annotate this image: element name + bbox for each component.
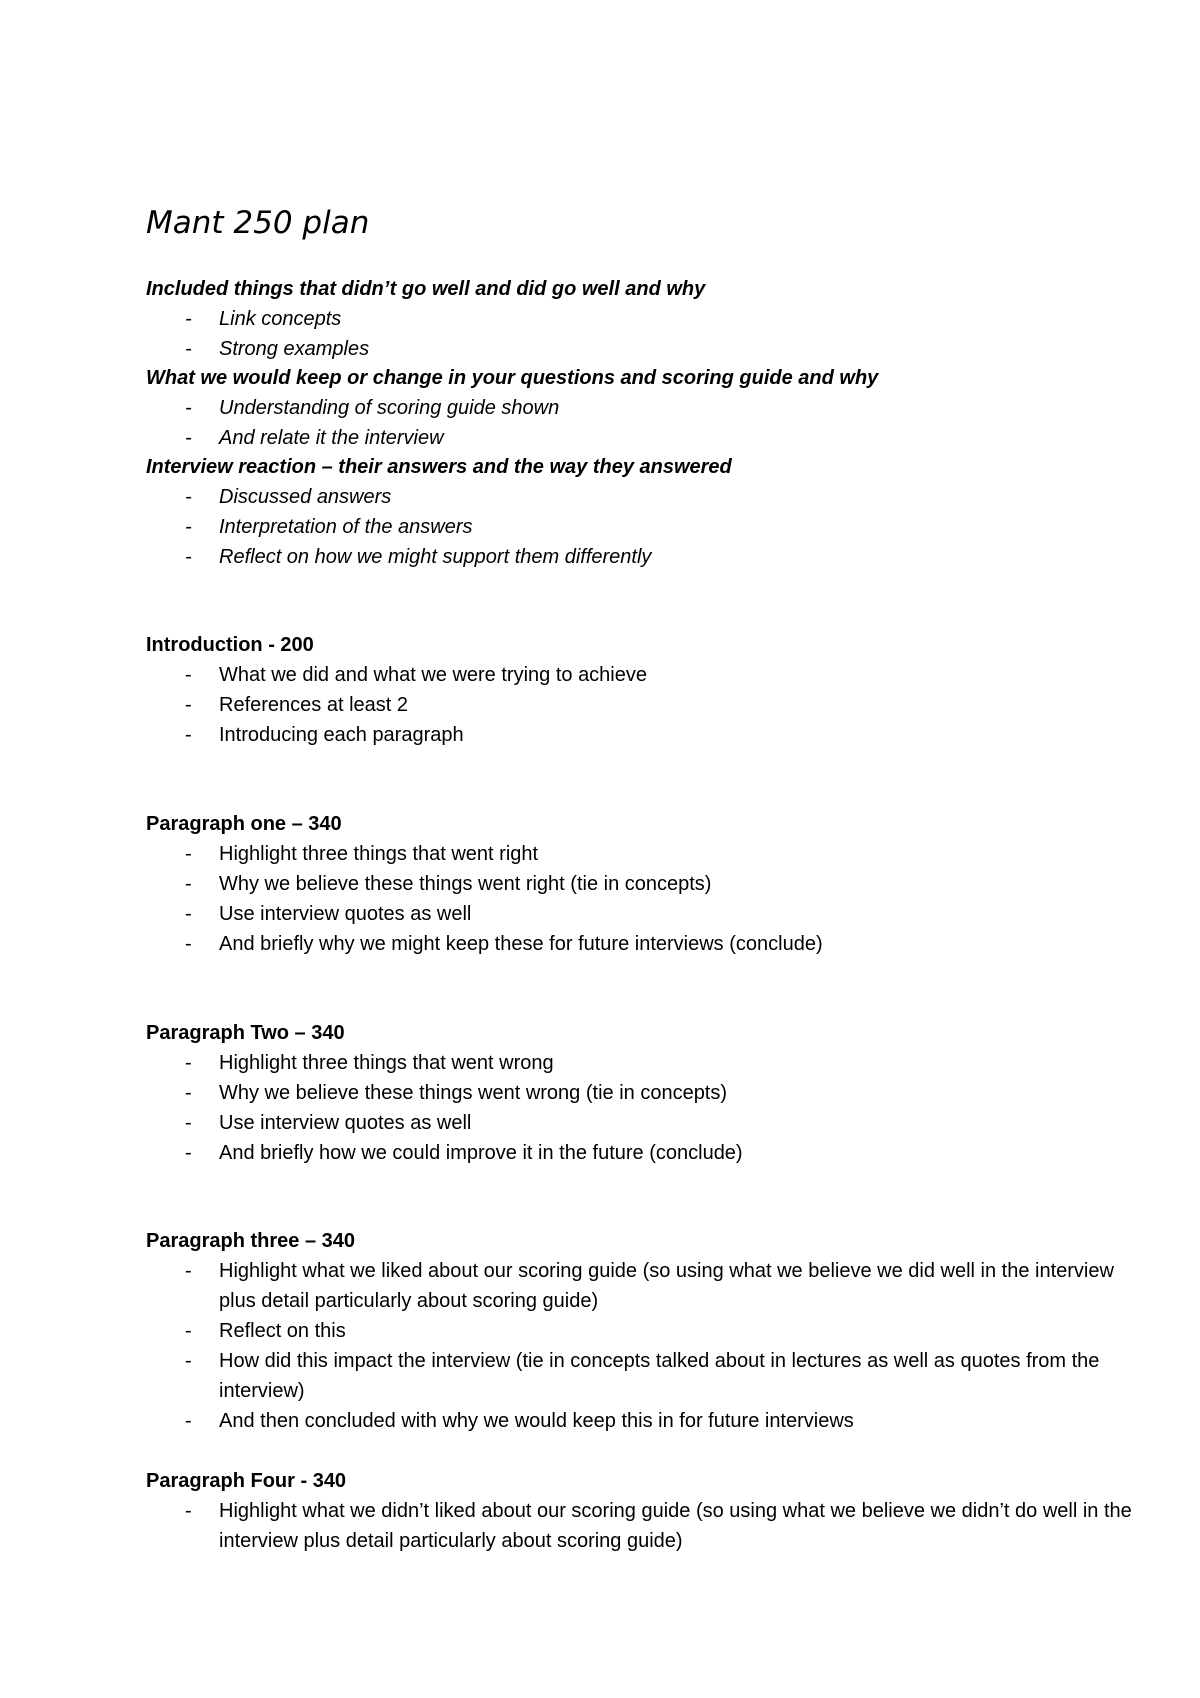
dash-bullet: - [185,1082,192,1104]
dash-bullet: - [185,843,192,865]
list-item-text: And briefly why we might keep these for future interviews (conclude) [219,933,823,955]
dash-bullet: - [185,694,192,716]
list-item-text: What we did and what we were trying to achieve [219,664,647,686]
dash-bullet: - [185,546,192,568]
list-item-text: Interpretation of the answers [219,516,473,538]
list-item-text: Reflect on how we might support them differently [219,546,652,568]
dash-bullet: - [185,516,192,538]
list-item-text: Highlight three things that went right [219,843,539,865]
list-item [146,393,1146,423]
section-heading: Introduction - 200 [146,634,314,656]
dash-bullet: - [185,1410,192,1432]
list-item-text: Strong examples [219,338,370,360]
bullet-list [146,1048,1146,1168]
section-paragraph-four [146,1466,1146,1556]
list-item-text: Understanding of scoring guide shown [219,397,560,419]
section-paragraph-three [146,1226,1146,1436]
list-item [146,1048,1146,1078]
dash-bullet: - [185,1260,192,1282]
list-item [146,482,1146,512]
list-item [146,1346,1146,1406]
section-criteria-interview-reaction [146,452,1146,572]
bullet-list [146,482,1146,572]
dash-bullet: - [185,308,192,330]
list-item [146,1316,1146,1346]
section-paragraph-two [146,1018,1146,1168]
list-item-text: Why we believe these things went right (tie in concepts) [219,873,712,895]
dash-bullet: - [185,1350,192,1372]
section-heading: Paragraph Four - 340 [146,1470,347,1492]
section-heading: Included things that didn’t go well and did go well and why [146,278,706,300]
dash-bullet: - [185,486,192,508]
list-item [146,899,1146,929]
list-item-text: Reflect on this [219,1320,346,1342]
bullet-list [146,304,1146,364]
section-introduction [146,630,1146,750]
list-item [146,304,1146,334]
list-item [146,839,1146,869]
section-criteria-keep-change [146,363,1146,453]
bullet-list [146,839,1146,959]
section-heading: Paragraph one – 340 [146,813,342,835]
list-item [146,929,1146,959]
dash-bullet: - [185,1320,192,1342]
list-item [146,720,1146,750]
section-heading: Interview reaction – their answers and the way they answered [146,456,732,478]
section-heading: Paragraph Two – 340 [146,1022,345,1044]
document-title: Mant 250 plan [146,205,370,241]
dash-bullet: - [185,338,192,360]
dash-bullet: - [185,1142,192,1164]
section-paragraph-one [146,809,1146,959]
list-item [146,1496,1146,1556]
list-item [146,512,1146,542]
dash-bullet: - [185,873,192,895]
list-item [146,869,1146,899]
list-item-text: Use interview quotes as well [219,1112,472,1134]
list-item [146,660,1146,690]
list-item [146,1108,1146,1138]
list-item-text: Highlight what we liked about our scoring guide (so using what we believe we did well in the interview plus detail particularly about scoring guide) [219,1260,1114,1312]
dash-bullet: - [185,1112,192,1134]
list-item-text: And briefly how we could improve it in the future (conclude) [219,1142,743,1164]
list-item-text: How did this impact the interview (tie in concepts talked about in lectures as well as quotes from the interview) [219,1350,1100,1402]
dash-bullet: - [185,397,192,419]
dash-bullet: - [185,724,192,746]
bullet-list [146,393,1146,453]
dash-bullet: - [185,933,192,955]
list-item-text: References at least 2 [219,694,408,716]
dash-bullet: - [185,427,192,449]
bullet-list [146,660,1146,750]
section-criteria-went-well [146,274,1146,364]
list-item [146,690,1146,720]
list-item [146,1078,1146,1108]
list-item [146,1406,1146,1436]
section-heading: What we would keep or change in your questions and scoring guide and why [146,367,879,389]
list-item-text: Introducing each paragraph [219,724,464,746]
dash-bullet: - [185,664,192,686]
list-item-text: And relate it the interview [219,427,444,449]
list-item-text: Why we believe these things went wrong (tie in concepts) [219,1082,728,1104]
dash-bullet: - [185,903,192,925]
bullet-list [146,1256,1146,1436]
list-item-text: Highlight what we didn’t liked about our scoring guide (so using what we believe we didn’t do well in the interview plus detail particularly about scoring guide) [219,1500,1132,1552]
dash-bullet: - [185,1500,192,1522]
list-item-text: Use interview quotes as well [219,903,472,925]
list-item [146,1138,1146,1168]
list-item-text: Discussed answers [219,486,392,508]
dash-bullet: - [185,1052,192,1074]
list-item-text: Highlight three things that went wrong [219,1052,554,1074]
list-item [146,1256,1146,1316]
bullet-list [146,1496,1146,1556]
list-item-text: Link concepts [219,308,342,330]
list-item [146,423,1146,453]
list-item [146,334,1146,364]
section-heading: Paragraph three – 340 [146,1230,355,1252]
list-item-text: And then concluded with why we would keep this in for future interviews [219,1410,854,1432]
list-item [146,542,1146,572]
